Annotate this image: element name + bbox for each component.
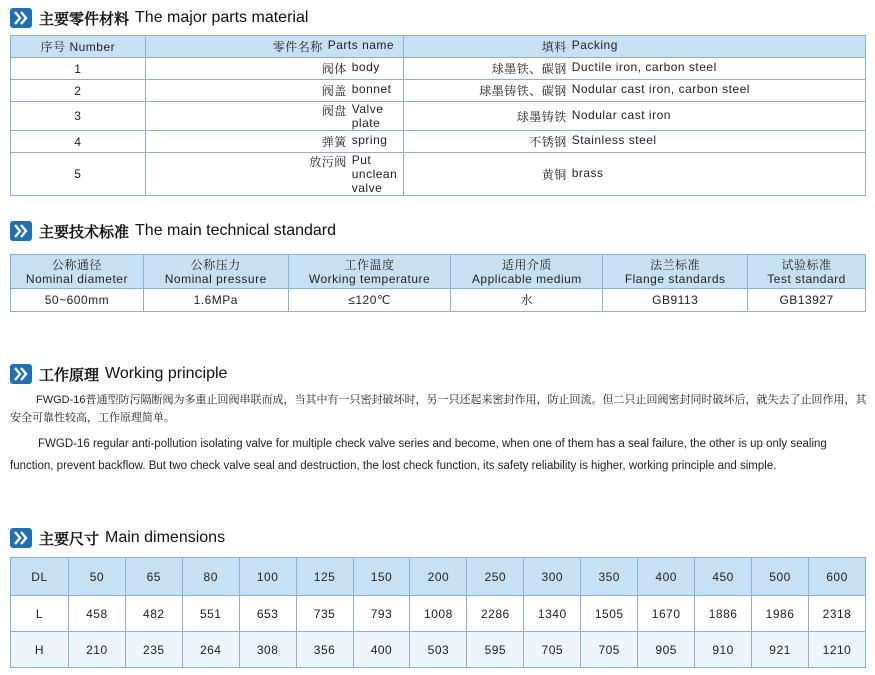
dims-cell: 2286 [467,596,524,632]
part-name-cn: 阀盘 [321,104,347,118]
tech-header-cell: 公称压力 Nominal pressure [143,255,288,289]
dims-cell: 1008 [410,596,467,632]
header-packing-en: Packing [571,38,618,52]
dims-cell: 1340 [524,596,581,632]
dims-cell: 503 [410,632,467,668]
parts-section-title [10,7,308,29]
dims-cell: 125 [296,558,353,596]
material-cn: 黄铜 [541,167,567,182]
dims-cell: 100 [239,558,296,596]
principle-section-title [10,363,227,385]
tech-section-title [10,220,336,242]
dims-cell: 551 [182,596,239,632]
dims-cell: 356 [296,632,353,668]
dims-cell: 50 [68,558,125,596]
dims-cell: 1670 [638,596,695,632]
material-cn: 球墨铁、碳钢 [491,62,567,76]
dims-cell: 1886 [695,596,752,632]
material-cn: 球墨铸铁 [516,109,567,124]
row-number: 4 [11,131,146,153]
dims-row-l [11,596,866,632]
tech-title-cn: 主要技术标准 [39,222,130,241]
tech-header-cell: 法兰标准 Flange standards [603,255,748,289]
part-name-en: bonnet [351,82,392,96]
header-number: 序号 Number [11,36,146,58]
dims-cell: 705 [581,632,638,668]
parts-title-en: The major parts material [135,9,309,26]
tech-value-row [11,289,866,312]
row-label: L [11,596,69,632]
header-parts-name [145,36,403,58]
material-en: Ductile iron, carbon steel [571,60,717,74]
header-packing-cn: 填料 [541,40,567,54]
dims-cell: 350 [581,558,638,596]
tech-header-cell: 适用介质 Applicable medium [451,255,603,289]
tech-title-en: The main technical standard [135,222,337,239]
dims-cell: 600 [809,558,866,596]
parts-header-row [11,36,866,58]
principle-title-cn: 工作原理 [39,365,100,384]
material-cn: 不锈钢 [529,135,567,149]
tech-header-cell: 试验标准 Test standard [748,255,866,289]
part-name-en: Valve plate [351,102,384,130]
row-number: 1 [11,58,146,80]
double-chevron-icon [10,364,32,384]
dims-cell: 80 [182,558,239,596]
dims-cell: 705 [524,632,581,668]
dims-cell: 400 [353,632,410,668]
tech-header-cell: 公称通径 Nominal diameter [11,255,144,289]
dims-cell: 235 [125,632,182,668]
dims-cell: 250 [467,558,524,596]
material-en: Nodular cast iron, carbon steel [571,82,750,96]
dims-section-title [10,527,225,549]
dims-cell: 400 [638,558,695,596]
material-en: brass [571,165,604,180]
dims-cell: 653 [239,596,296,632]
dims-cell: 500 [752,558,809,596]
dims-cell: 210 [68,632,125,668]
dims-cell: 482 [125,596,182,632]
part-name-cn: 阀体 [321,62,347,76]
dims-cell: 150 [353,558,410,596]
principle-title-en: Working principle [105,365,228,382]
tech-value-working-temperature: ≤120℃ [288,289,451,312]
double-chevron-icon [10,528,32,548]
table-row [11,58,866,80]
dims-title-en: Main dimensions [105,529,226,546]
table-row [11,80,866,102]
part-name-en: spring [351,133,388,147]
parts-table [10,35,866,196]
dims-cell: 450 [695,558,752,596]
tech-header-row [11,255,866,289]
material-en: Nodular cast iron [571,107,671,122]
header-name-cn: 零件名称 [272,40,323,54]
dims-cell: 264 [182,632,239,668]
dims-cell: 65 [125,558,182,596]
row-number: 2 [11,80,146,102]
header-packing [403,36,865,58]
part-name-cn: 放污阀 [309,155,347,169]
dims-table [10,557,866,668]
part-name-en: Put unclean valve [351,153,398,195]
tech-value-nominal-pressure: 1.6MPa [143,289,288,312]
row-number: 3 [11,102,146,131]
dims-cell: 735 [296,596,353,632]
double-chevron-icon [10,8,32,28]
dims-cell: 1210 [809,632,866,668]
tech-value-medium: 水 [451,289,603,312]
tech-value-nominal-diameter: 50~600mm [11,289,144,312]
part-name-cn: 阀盖 [321,84,347,98]
tech-table [10,254,866,312]
part-name-en: body [351,60,380,74]
material-cn: 球墨铸铁、碳钢 [479,84,567,98]
dims-cell: 595 [467,632,524,668]
part-name-cn: 弹簧 [321,135,347,149]
table-row [11,102,866,131]
table-row [11,153,866,196]
dims-row-h [11,632,866,668]
dims-cell: 905 [638,632,695,668]
tech-header-cell: 工作温度 Working temperature [288,255,451,289]
row-label: DL [11,558,69,596]
tech-value-test: GB13927 [748,289,866,312]
parts-title-cn: 主要零件材料 [39,9,130,28]
principle-text-cn: FWGD-16普通型防污隔断阀为多重止回阀串联而成，当其中有一只密封破坏时，另一只还起来密封作用，防止回流。但二只止回阀密封同时破坏后，就失去了止回作用，其安全可靠性较高，工作原理简单。 [10,394,867,424]
tech-value-flange: GB9113 [603,289,748,312]
dims-title-cn: 主要尺寸 [39,529,100,548]
dims-cell: 458 [68,596,125,632]
dims-cell: 300 [524,558,581,596]
dims-cell: 308 [239,632,296,668]
dims-cell: 921 [752,632,809,668]
row-number: 5 [11,153,146,196]
row-label: H [11,632,69,668]
dims-cell: 1505 [581,596,638,632]
double-chevron-icon [10,221,32,241]
dims-cell: 2318 [809,596,866,632]
dims-row-dl [11,558,866,596]
dims-cell: 200 [410,558,467,596]
material-en: Stainless steel [571,133,657,147]
dims-cell: 910 [695,632,752,668]
header-name-en: Parts name [327,38,395,52]
dims-cell: 793 [353,596,410,632]
table-row [11,131,866,153]
principle-text-en: FWGD-16 regular anti-pollution isolating valve for multiple check valve series and become, when one of them has a seal failure, the other is up only sealing function, prevent backflow. But two check valve seal and destruction, the lost check function, its safety reliability is higher, working principle and simple. [10,438,827,472]
dims-cell: 1986 [752,596,809,632]
